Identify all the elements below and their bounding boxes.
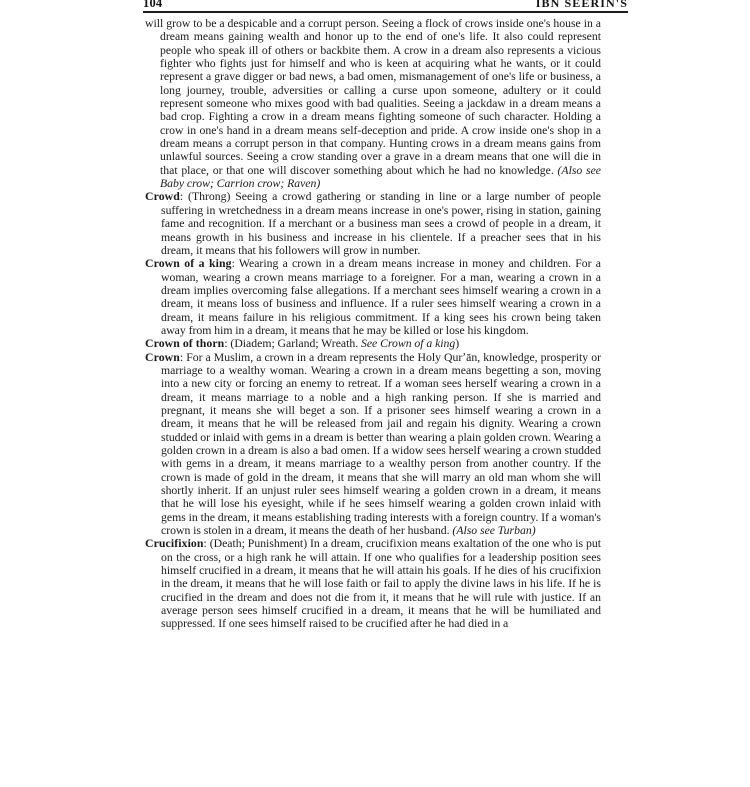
entry-separator: :: [179, 190, 189, 204]
dictionary-entry: [145, 537, 601, 630]
dictionary-entry: [145, 17, 601, 190]
entry-headword: Crown of thorn: [145, 337, 225, 351]
header-divider: [143, 11, 628, 13]
entry-body: (Throng) Seeing a crowd gathering or standing in line or a large number of people suffering in wretchedness in a dream means increase in one's power, rising in station, gaining fame and recognition. If a merchant or a business man sees a crowd of people in a dream, it means growth in his business and increase in his clientele. If a preacher sees that in his dream, it means that his followers will grow in number.: [161, 190, 601, 257]
entry-body-tail: ): [455, 337, 460, 351]
entry-body: For a Muslim, a crown in a dream represents the Holy Qurʼān, knowledge, prosperity or marriage to a wealthy woman. Wearing a crown in a dream means begetting a son, moving into a new city or forcing an enemy to retreat. If a woman sees herself wearing a crown in a dream, it means marriage to a noble and a high ranking person. If she is married and pregnant, it means she will beget a son. If a prisoner sees himself wearing a crown in a dream, it means that he will be released from jail and regain his dignity. Wearing a crown studded or inlaid with gems in a dream is better than wearing a plain golden crown. Wearing a golden crown in a dream is also a bad omen. If a widow sees herself wearing a crown studded with gems in a dream, it means marriage to a wealthy person from another country. If the crown is made of gold in the dream, it means that she will marry an old man whom she will shortly inherit. If an unjust ruler sees himself wearing a golden crown in a dream, it means that he will lose his eyesight, while if he sees himself wearing a golden crown inlaid with gems in the dream, it means establishing trading interests with a foreign country. If a woman's crown is stolen in a dream, it means the death of her husband.: [161, 350, 601, 538]
entry-separator: :: [231, 257, 239, 271]
entry-cross-reference: (Also see Turban): [452, 524, 536, 538]
entry-body: will grow to be a despicable and a corrupt person. Seeing a flock of crows inside one's house in a dream means gaining wealth and honor up to the end of one's life. It also could represent people who speak ill of others or backbite them. A crow in a dream also represents a vicious fighter who fights just for himself and who is keen at acquiring what he wants, or it could represent a grave digger or bad news, a bad omen, mismanagement of one's life or business, a long journey, trouble, adversities or calling a curse upon someone, adultery or it could represent someone who mixes good with bad qualities. Seeing a jackdaw in a dream means a bad crop. Fighting a crow in a dream means fighting someone of such character. Holding a crow in one's hand in a dream means self-deception and pride. A crow inside one's shop in a dream means a corrupt person in that company. Hunting crows in a dream means gains from unlawful sources. Seeing a crow standing over a grave in a dream means that one will die in that place, or that one will discover something about which he had no knowledge.: [145, 17, 601, 177]
entry-separator: :: [179, 350, 187, 364]
entry-headword: Crown: [145, 350, 180, 364]
entry-body: (Death; Punishment) In a dream, crucifixion means exaltation of the one who is put on the cross, or a high rank he will attain. If one who qualifies for a leadership position sees himself crucified in a dream, it means that he will attain his goals. If he dies of his crucifixion in the dream, it means that he will lose faith or fail to apply the divine laws in his life. If he is crucified in the dream and does not die from it, it means that he will rule with justice. If an average person sees himself crucified in a dream, it means that he will be humiliated and suppressed. If one sees himself raised to be crucified after he had died in a: [161, 537, 601, 631]
dictionary-entry: [145, 190, 601, 257]
dictionary-entry: [145, 337, 601, 350]
entry-headword: Crowd: [145, 190, 180, 204]
page-number: 104: [143, 0, 163, 10]
entry-separator: :: [224, 337, 231, 351]
dictionary-entry: [145, 351, 601, 538]
entry-cross-reference: See Crown of a king: [360, 337, 456, 351]
entry-headword: Crown of a king: [145, 257, 232, 271]
entry-headword: Crucifixion: [145, 537, 204, 551]
entry-cross-reference: (Also see Baby crow; Carrion crow; Raven): [160, 163, 601, 191]
running-title: IBN SEERIN'S: [535, 0, 628, 10]
dictionary-entry: [145, 257, 601, 337]
text-column: [145, 17, 601, 631]
entry-body: (Diadem; Garland; Wreath.: [230, 337, 361, 351]
entry-separator: :: [203, 537, 210, 551]
entry-body: Wearing a crown in a dream means increase in money and children. For a woman, wearing a crown means marriage to a foreigner. For a man, wearing a crown in a dream implies overcoming false allegations. If a merchant sees himself wearing a crown in a dream, it means loss of business and influence. If a ruler sees himself wearing a crown in a dream, it means failure in his religious commitment. If a king sees his crown being taken away from him in a dream, it means that he may be killed or lose his kingdom.: [161, 257, 602, 337]
